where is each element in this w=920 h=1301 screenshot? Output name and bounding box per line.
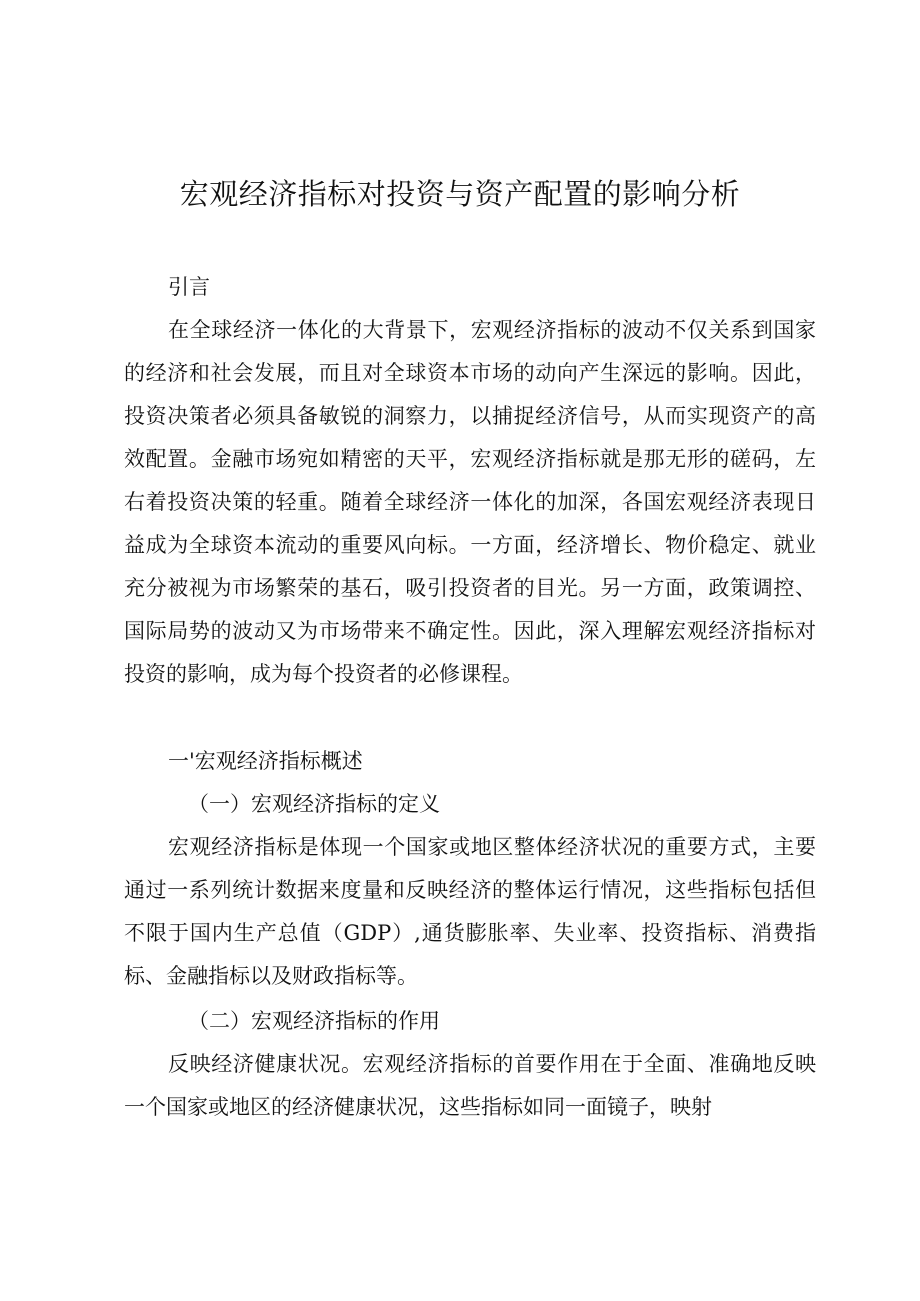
- section-1-2-heading: （二）宏观经济指标的作用: [188, 1009, 440, 1033]
- intro-label: 引言: [168, 275, 210, 299]
- document-title: 宏观经济指标对投资与资产配置的影响分析: [179, 177, 741, 211]
- intro-paragraph: 在全球经济一体化的大背景下，宏观经济指标的波动不仅关系到国家的经济和社会发展，而且对全球资本市场的动向产生深远的影响。因此，投资决策者必须具备敏锐的洞察力，以捕捉经济信号，从而实现资产的高效配置。金融市场宛如精密的天平，宏观经济指标就是那无形的磋码，左右着投资决策的轻重。随着全球经济一体化的加深，各国宏观经济表现日益成为全球资本流动的重要风向标。一方面，经济增长、物价稳定、就业充分被视为市场繁荣的基石，吸引投资者的目光。另一方面，政策调控、国际局势的波动又为市场带来不确定性。因此，深入理解宏观经济指标对投资的影响，成为每个投资者的必修课程。: [124, 318, 816, 686]
- section-1-1-heading: （一）宏观经济指标的定义: [188, 792, 440, 816]
- section-1-2-body: [124, 1043, 816, 1129]
- section-1-heading: 一'宏观经济指标概述: [168, 749, 363, 773]
- section-1-1-body: [124, 826, 816, 998]
- section-1-1-paragraph: 宏观经济指标是体现一个国家或地区整体经济状况的重要方式，主要通过一系列统计数据来度量和反映经济的整体运行情况，这些指标包括但不限于国内生产总值（GDP）,通货膨胀率、失业率、投资指标、消费指标、金融指标以及财政指标等。: [124, 835, 816, 988]
- intro-section: [124, 309, 816, 696]
- section-1-2-paragraph: 反映经济健康状况。宏观经济指标的首要作用在于全面、准确地反映一个国家或地区的经济健康状况，这些指标如同一面镜子，映射: [124, 1052, 816, 1119]
